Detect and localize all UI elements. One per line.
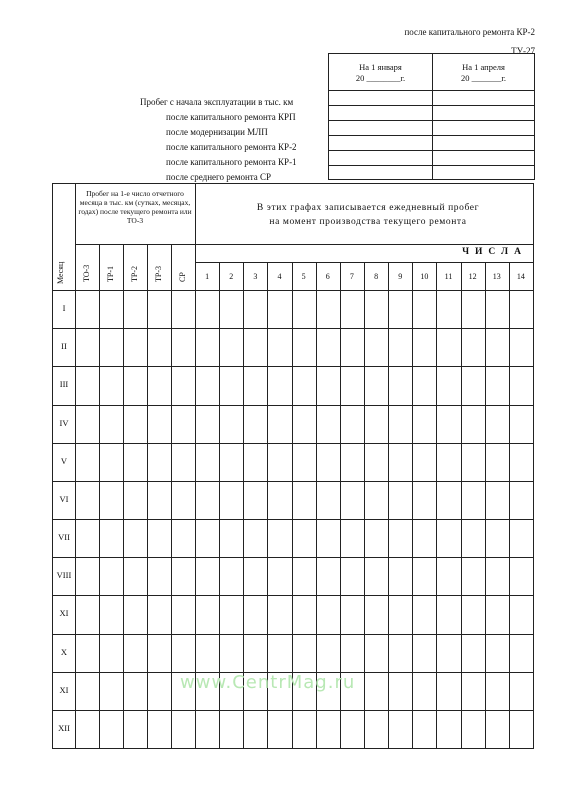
- month-row-label: XII: [58, 722, 70, 733]
- day-column-header: 3: [253, 272, 258, 281]
- label-krp: после капитального ремонта КРП: [166, 112, 296, 122]
- grid-horizontal-line: [53, 405, 533, 406]
- grid-vertical-line: [412, 262, 413, 748]
- mileage-summary-table: [328, 53, 535, 180]
- repair-column-header: ТР-3: [154, 266, 163, 282]
- days-label: ЧИСЛА: [462, 247, 527, 257]
- label-sr: после среднего ремонта СР: [166, 172, 272, 182]
- day-column-header: 14: [516, 272, 525, 281]
- day-column-header: 4: [277, 272, 282, 281]
- repair-column-header: ТР-1: [106, 266, 115, 282]
- month-row-label: III: [59, 379, 69, 390]
- grid-horizontal-line: [53, 557, 533, 558]
- month-row-label: V: [60, 455, 68, 466]
- day-column-header: 8: [374, 272, 379, 281]
- month-row-label: XI: [59, 608, 69, 619]
- grid-horizontal-line: [53, 634, 533, 635]
- grid-vertical-line: [485, 262, 486, 748]
- mileage-title: Пробег с начала эксплуатации в тыс. км: [140, 97, 294, 107]
- grid-horizontal-line: [53, 366, 533, 367]
- jan-year: 20 ________г.: [355, 73, 406, 83]
- grid-horizontal-line: [53, 710, 533, 711]
- day-column-header: 12: [468, 272, 477, 281]
- grid-vertical-line: [75, 184, 76, 748]
- grid-vertical-line: [509, 262, 510, 748]
- grid-horizontal-line: [75, 244, 195, 245]
- repair-column-header: ТР-2: [130, 266, 139, 282]
- grid-vertical-line: [388, 262, 389, 748]
- day-column-header: 9: [398, 272, 403, 281]
- top-table-row-line: [329, 105, 534, 106]
- day-column-header: 10: [420, 272, 429, 281]
- apr-year: 20 _______г.: [460, 73, 507, 83]
- top-table-row-line: [329, 135, 534, 136]
- mileage-labels: [140, 95, 326, 185]
- day-column-header: 13: [492, 272, 501, 281]
- month-row-label: II: [61, 341, 67, 352]
- grid-horizontal-line: [53, 328, 533, 329]
- form-code: ТУ-27: [511, 46, 535, 56]
- grid-vertical-line: [461, 262, 462, 748]
- monthly-mileage-grid: [52, 183, 534, 749]
- grid-horizontal-line: [53, 481, 533, 482]
- month-row-label: VI: [59, 493, 69, 504]
- month-row-label: X: [60, 646, 68, 657]
- top-table-row-line: [329, 150, 534, 151]
- day-column-header: 7: [349, 272, 354, 281]
- month-row-label: XI: [59, 684, 69, 695]
- label-mlp: после модернизации МЛП: [166, 127, 268, 137]
- top-table-row-line: [329, 165, 534, 166]
- grid-vertical-line: [436, 262, 437, 748]
- day-column-header: 11: [444, 272, 453, 281]
- month-row-label: VIII: [56, 570, 72, 581]
- repair-column-header: СР: [178, 272, 187, 282]
- daily-note: В этих графах записывается ежедневный пробег на момент производства текущего ремонта: [256, 203, 480, 227]
- month-row-label: VII: [58, 532, 70, 543]
- day-column-header: 2: [229, 272, 234, 281]
- repair-column-header: ТО-3: [82, 264, 91, 282]
- grid-horizontal-line: [195, 244, 533, 245]
- day-column-header: 6: [325, 272, 330, 281]
- grid-horizontal-line: [53, 519, 533, 520]
- watermark: www.CentrMag.ru: [180, 672, 356, 693]
- apr-label: На 1 апреля: [462, 62, 505, 72]
- month-row-label: IV: [59, 417, 69, 428]
- top-table-header-apr: [433, 54, 534, 91]
- top-table-row-line: [329, 120, 534, 121]
- grid-horizontal-line: [53, 443, 533, 444]
- top-note: после капитального ремонта КР-2: [404, 27, 535, 37]
- label-kr1: после капитального ремонта КР-1: [166, 157, 297, 167]
- day-column-header: 5: [301, 272, 306, 281]
- month-row-label: I: [62, 303, 66, 314]
- grid-vertical-line: [364, 262, 365, 748]
- top-table-header-jan: [329, 54, 433, 91]
- jan-label: На 1 января: [359, 62, 402, 72]
- grid-horizontal-line: [53, 595, 533, 596]
- mileage-header: Пробег на 1-е число отчетного месяца в тыс. км (сутках, месяцах, годах) после текущего ремонта или ТО-3: [78, 189, 192, 225]
- label-kr2: после капитального ремонта КР-2: [166, 142, 297, 152]
- day-column-header: 1: [205, 272, 210, 281]
- grid-horizontal-line: [53, 290, 533, 291]
- grid-vertical-line: [195, 184, 196, 748]
- month-column-header: Месяц: [56, 261, 65, 284]
